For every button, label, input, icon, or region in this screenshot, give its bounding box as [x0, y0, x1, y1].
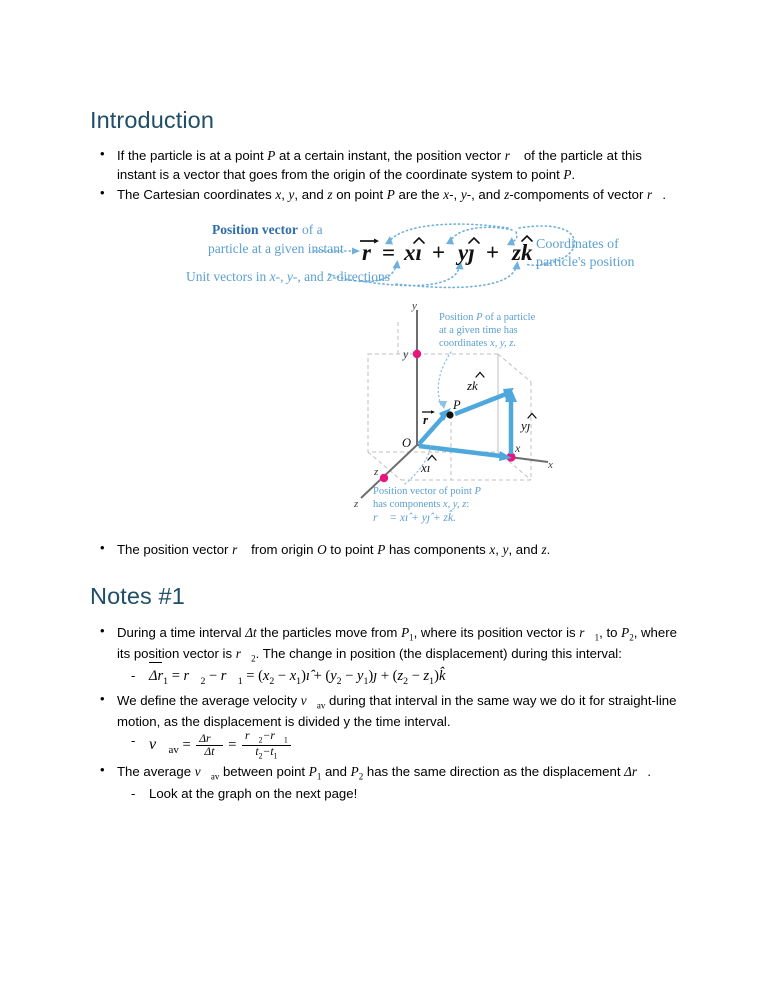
point-P-label: P — [453, 398, 461, 413]
velocity-equation-list — [117, 731, 678, 761]
annotation-bottom-line2: has components x, y, z: — [373, 499, 470, 511]
tick-label-x: x — [515, 441, 521, 456]
figure1-eq-equals: = — [382, 240, 396, 266]
label-vector-r: r — [423, 412, 429, 428]
bullet-average-velocity-definition: • We define the average velocity $v⃗_{av}$ during that interval in the same way we do it for straight-line motion, as the displacement is divided y the time interval. - $v⃗_{av}$ = $\frac{\Delta r⃗}{\Delta t}$ = $\frac{r⃗_2-r⃗_1}{t_2-t_1}$ — [90, 691, 678, 762]
notes-heading: Notes #1 — [90, 583, 185, 610]
intro-bullet-list — [90, 146, 678, 204]
axis-label-x: x — [548, 459, 553, 472]
axis-label-z: z — [354, 498, 359, 511]
label-x-component: xı — [421, 460, 431, 476]
point-P-marker — [446, 412, 453, 419]
post-figure-bullet-list — [90, 540, 678, 559]
bullet-cartesian-coordinates: • The Cartesian coordinates x, y, and z on point P are the x-, y-, and z-compoments of vector r⃗. — [90, 185, 678, 204]
sub-bullet-next-page: - Look at the graph on the next page! — [117, 784, 678, 804]
displacement-equation-list — [117, 666, 678, 690]
marker-z-coordinate — [380, 474, 388, 482]
figure1-eq-yj: yȷ — [458, 240, 475, 266]
annotation-top-line2: at a given time has — [439, 325, 518, 337]
position-vector-equation-figure — [186, 216, 656, 296]
leader-arrow-to-r — [352, 248, 360, 255]
annotation-top-line1: Position P of a particle — [439, 312, 536, 324]
figure1-eq-plus1: + — [432, 240, 446, 266]
bullet-average-velocity-direction: • The average $v⃗_{av}$ between point $P_1$ and $P_2$ has the same direction as the displacement Δr⃗. - Look at the graph on the next page! — [90, 762, 678, 803]
axis-label-y: y — [412, 302, 417, 313]
figure1-label-position-vector: Position vector — [212, 222, 298, 238]
position-vector-3d-diagram — [343, 302, 558, 524]
annotation-bottom-line1: Position vector of point P — [373, 486, 481, 498]
vector-arrows — [419, 394, 511, 456]
figure1-eq-r: r — [362, 240, 371, 266]
figure1-label-coordinates-line1: Coordinates of — [536, 237, 619, 253]
figure1-eq-xi: xı — [404, 240, 422, 266]
figure1-label-coordinates-line2: particle's position — [536, 255, 635, 271]
figure1-label-unit-vectors: Unit vectors in x-, y-, and z-directions — [186, 269, 390, 285]
page-title: Introduction — [90, 107, 215, 133]
tick-label-y: y — [403, 347, 409, 362]
next-page-note-list — [117, 784, 678, 804]
marker-y-coordinate — [413, 350, 421, 358]
equation-average-velocity: - $v⃗_{av}$ = $\frac{\Delta r⃗}{\Delta t}$ = $\frac{r⃗_2-r⃗_1}{t_2-t_1}$ — [117, 731, 678, 761]
figure1-label-of-a: of a — [302, 222, 323, 238]
equation-displacement: - $\Delta r_1$ = $r⃗_2$ − $r⃗_1 = (x_2$ − $x_1)ı̂ + (y_2$ − $y_1)ȷ + (z_2$ − $z_1)k̂$ — [117, 666, 678, 690]
figure1-label-particle-instant: particle at a given instant — [208, 241, 344, 257]
label-y-component: yȷ — [521, 418, 531, 434]
bullet-position-vector-definition: • If the particle is at a point P at a certain instant, the position vector r⃗ of the particle at this instant is a vector that goes from the origin of the coordinate system to point P. — [90, 146, 678, 184]
figure1-eq-zk: zk — [512, 240, 533, 266]
bullet-position-vector-components: • The position vector r⃗ from origin O to point P has components x, y, and z. — [90, 540, 678, 559]
annotation-top-line3: coordinates x, y, z. — [439, 338, 516, 350]
tick-label-z: z — [374, 466, 379, 479]
page-content — [90, 106, 678, 805]
figure1-eq-plus2: + — [486, 240, 500, 266]
notes-bullet-list — [90, 623, 678, 804]
label-z-component: zk — [467, 378, 478, 394]
bullet-time-interval-displacement: • During a time interval Δt the particles move from $P_1$, where its position vector is $r⃗_1$, to $P_2$, where its position vector is $r⃗_2$. The change in position (the displacement) during this interval: - $\Delta r_1$ = $r⃗_2$ − $r⃗_1 = (x_2$ − $x_1)ı̂ + (y_2$ − $y_1)ȷ + (z_2$ − $z_1)k̂$ — [90, 623, 678, 690]
annotation-bottom-line3: r⃗ = xı̂ + yȷ̂ + zk̂. — [373, 512, 457, 525]
origin-label: O — [402, 436, 412, 451]
